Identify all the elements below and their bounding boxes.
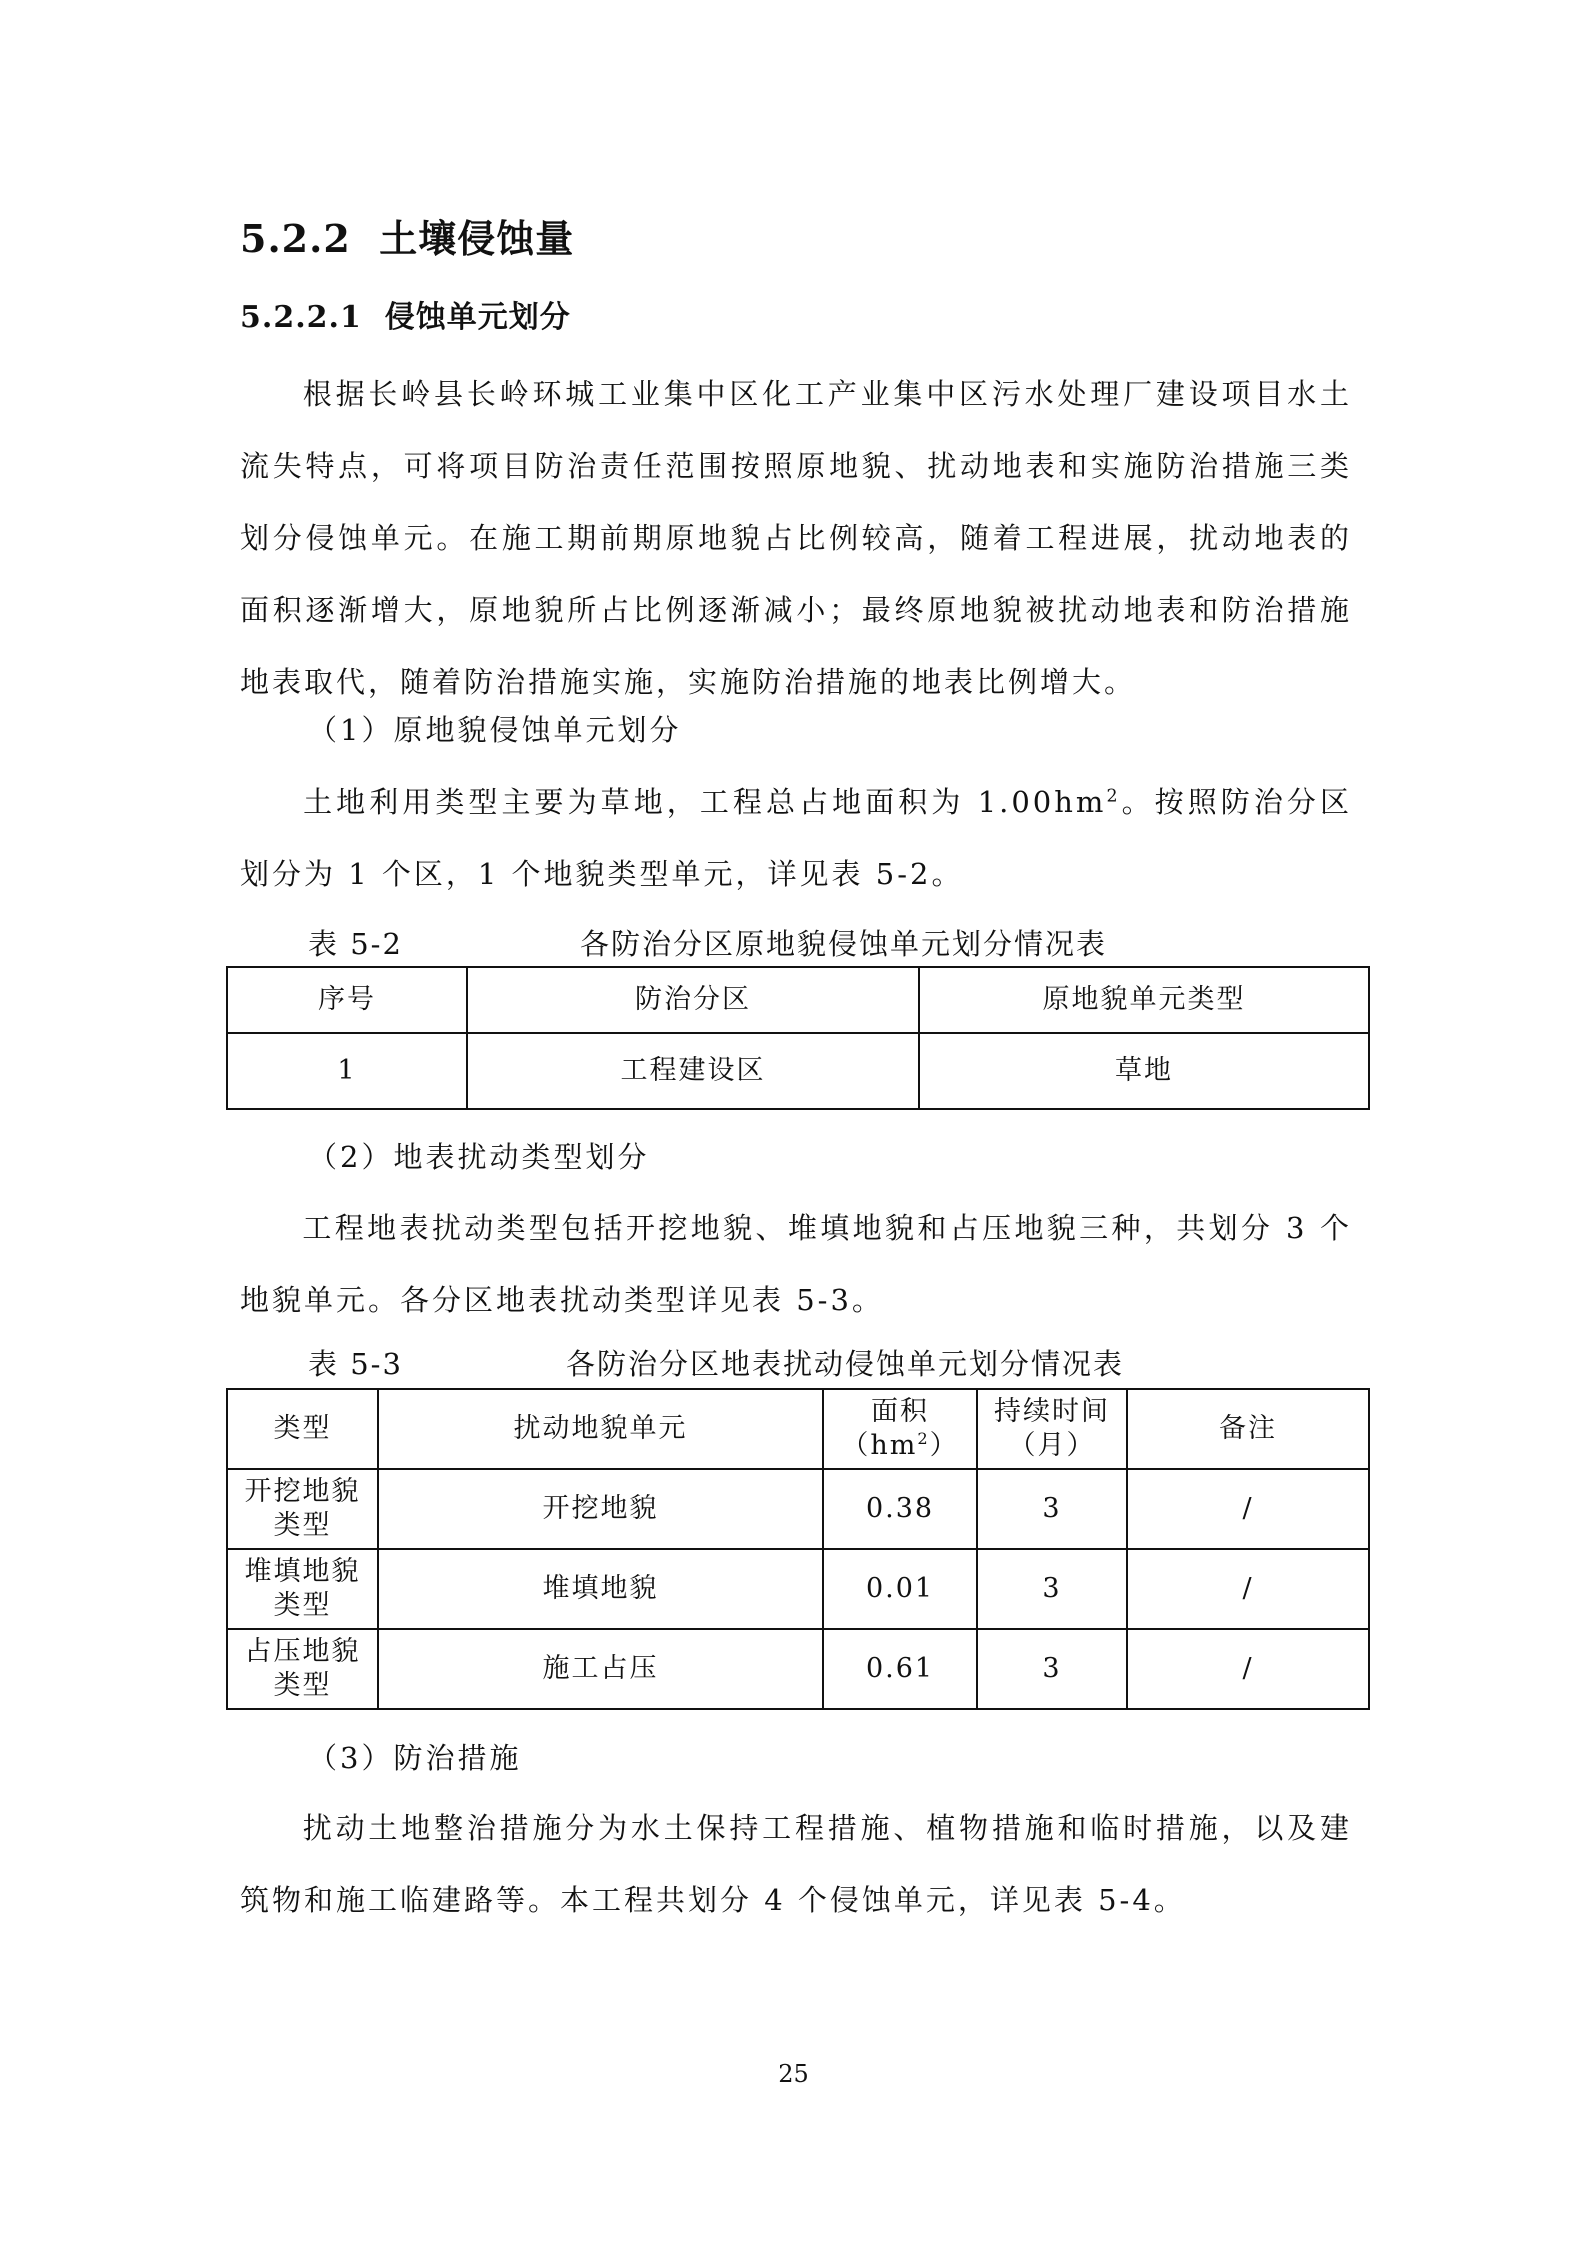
- table-cell: 0.61: [823, 1629, 977, 1709]
- table-cell-type: [227, 1629, 378, 1709]
- header-line: 面积: [871, 1396, 929, 1427]
- section-heading-5-2-2: [240, 208, 574, 263]
- table-row: [227, 1549, 1369, 1629]
- table-row: [227, 1033, 1369, 1109]
- cell-line: 开挖地貌: [244, 1476, 361, 1507]
- heading-number: 5.2.2.1: [240, 300, 362, 335]
- table-cell: 草地: [919, 1033, 1369, 1109]
- section-2-title: （2）地表扰动类型划分: [308, 1140, 650, 1174]
- superscript: 2: [1106, 786, 1121, 807]
- table-cell: /: [1127, 1629, 1369, 1709]
- section-3-title: （3）防治措施: [308, 1741, 522, 1775]
- cell-line: 类型: [273, 1510, 332, 1541]
- table-header-row: [227, 967, 1369, 1033]
- header-cell: 原地貌单元类型: [919, 967, 1369, 1033]
- heading-title: 侵蚀单元划分: [384, 300, 571, 335]
- header-cell: 序号: [227, 967, 467, 1033]
- table-cell: 0.38: [823, 1469, 977, 1549]
- page-number: 25: [778, 2060, 809, 2088]
- table-cell: 开挖地貌: [378, 1469, 823, 1549]
- intro-text: 根据长岭县长岭环城工业集中区化工产业集中区污水处理厂建设项目水土流失特点，可将项目防治责任范围按照原地貌、扰动地表和实施防治措施三类划分侵蚀单元。在施工期前期原地貌占比例较高，随着工程进展，扰动地表的面积逐渐增大，原地貌所占比例逐渐减小；最终原地貌被扰动地表和防治措施地表取代，随着防治措施实施，实施防治措施的地表比例增大。: [240, 377, 1352, 699]
- table-5-2-title: 各防治分区原地貌侵蚀单元划分情况表: [580, 927, 1108, 961]
- table-cell: /: [1127, 1549, 1369, 1629]
- table-cell: 3: [977, 1629, 1127, 1709]
- table-5-3-number: 表 5-3: [308, 1347, 403, 1381]
- section-2-paragraph: [240, 1192, 1352, 1336]
- table-cell: 3: [977, 1469, 1127, 1549]
- section-1-text-a: 土地利用类型主要为草地，工程总占地面积为 1.00hm: [302, 785, 1107, 819]
- table-row: [227, 1629, 1369, 1709]
- table-cell-type: [227, 1549, 378, 1629]
- section-3-paragraph: [240, 1792, 1352, 1936]
- table-cell: 0.01: [823, 1549, 977, 1629]
- header-cell: 备注: [1127, 1389, 1369, 1469]
- table-5-3-title: 各防治分区地表扰动侵蚀单元划分情况表: [566, 1347, 1125, 1381]
- header-cell: 扰动地貌单元: [378, 1389, 823, 1469]
- table-cell: 1: [227, 1033, 467, 1109]
- header-line: 持续时间: [994, 1396, 1110, 1427]
- superscript: 2: [917, 1429, 930, 1448]
- section-3-text: 扰动土地整治措施分为水土保持工程措施、植物措施和临时措施，以及建筑物和施工临建路等。本工程共划分 4 个侵蚀单元，详见表 5-4。: [240, 1811, 1352, 1917]
- section-1-text-b: 。按照防治分区划分为 1 个区，1 个地貌类型单元，详见表 5-2。: [240, 785, 1352, 891]
- heading-number: 5.2.2: [240, 216, 351, 261]
- table-cell: 工程建设区: [467, 1033, 919, 1109]
- table-5-2-number: 表 5-2: [308, 927, 403, 961]
- header-cell-duration: [977, 1389, 1127, 1469]
- cell-line: 堆填地貌: [244, 1556, 361, 1587]
- header-cell: 防治分区: [467, 967, 919, 1033]
- cell-line: 类型: [273, 1670, 332, 1701]
- header-cell-area: [823, 1389, 977, 1469]
- intro-paragraph: [240, 358, 1352, 718]
- section-2-text: 工程地表扰动类型包括开挖地貌、堆填地貌和占压地貌三种，共划分 3 个地貌单元。各分区地表扰动类型详见表 5-3。: [240, 1211, 1352, 1317]
- table-cell: 施工占压: [378, 1629, 823, 1709]
- section-heading-5-2-2-1: [240, 292, 571, 336]
- unit-text: （hm: [841, 1430, 918, 1461]
- section-1-title: （1）原地貌侵蚀单元划分: [308, 713, 682, 747]
- heading-title: 土壤侵蚀量: [379, 216, 575, 261]
- header-line: [830, 1429, 970, 1463]
- cell-line: 占压地貌: [244, 1636, 361, 1667]
- table-cell: /: [1127, 1469, 1369, 1549]
- table-header-row: [227, 1389, 1369, 1469]
- unit-text-close: ）: [929, 1430, 959, 1461]
- section-1-paragraph: [240, 766, 1352, 910]
- header-line: （月）: [1008, 1430, 1096, 1461]
- header-cell: 类型: [227, 1389, 378, 1469]
- table-5-3: [226, 1388, 1370, 1710]
- table-cell-type: [227, 1469, 378, 1549]
- table-row: [227, 1469, 1369, 1549]
- table-5-2: [226, 966, 1370, 1110]
- table-cell: 堆填地貌: [378, 1549, 823, 1629]
- cell-line: 类型: [273, 1590, 332, 1621]
- table-cell: 3: [977, 1549, 1127, 1629]
